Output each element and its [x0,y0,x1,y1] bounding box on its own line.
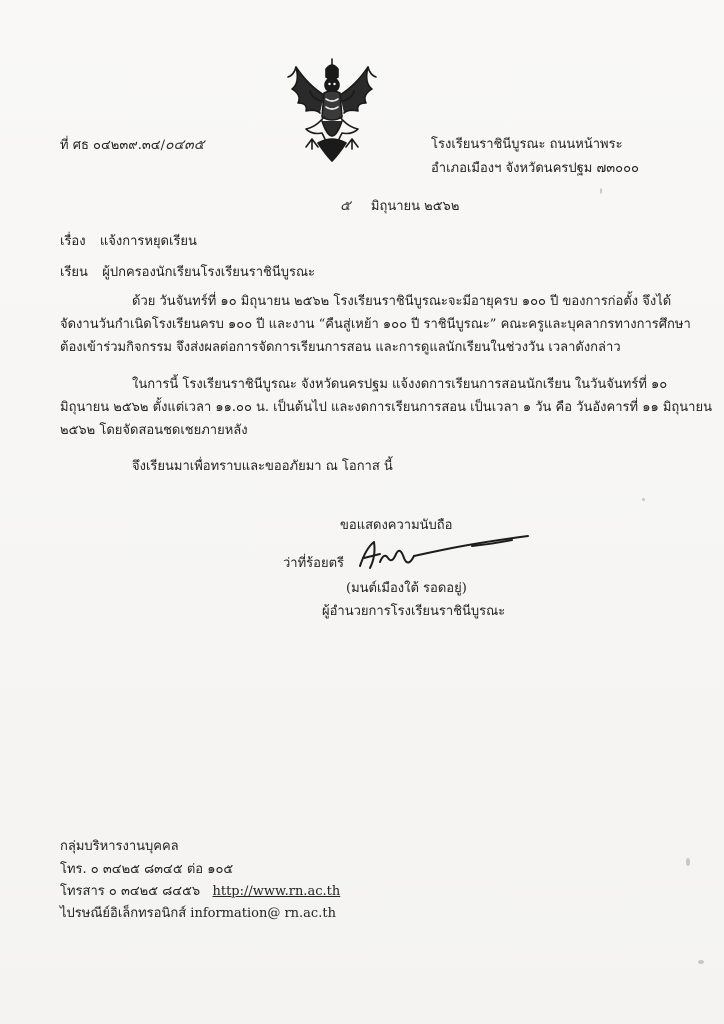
body-paragraph-1 [60,290,691,359]
signature-icon [352,528,532,578]
garuda-emblem-icon [282,55,382,165]
reference-number [60,136,204,155]
reference-label: ที่ ศธ ๐๔๒๓๙.๓๔/ [60,138,166,153]
signer-name: (มนต์เมืองใต้ รอดอยู่) [346,581,467,596]
footer-department: กลุ่มบริหารงานบุคคล [60,839,179,854]
reference-handwritten: ๐๔๓๕ [165,137,205,153]
scan-speck [698,960,704,964]
footer-fax [60,883,340,901]
paragraph-2-line: ในการนี้ โรงเรียนราชินีบูรณะ จังหวัดนครปฐม แจ้งงดการเรียนการสอนนักเรียน ในวันจันทร์ที่ ๑๐ [132,377,668,392]
scan-speck [686,858,690,866]
date-month-year: มิถุนายน ๒๕๖๒ [370,199,460,214]
body-paragraph-2 [60,373,712,442]
paragraph-1-line: ต้องเข้าร่วมกิจกรรม จึงส่งผลต่อการจัดการเรียนการสอน และการดูแลนักเรียนในช่วงวัน เวลาดังกล่าว [60,340,621,355]
footer-phone: โทร. ๐ ๓๔๒๕ ๘๓๔๕ ต่อ ๑๐๕ [60,862,234,877]
fax-number: โทรสาร ๐ ๓๔๒๕ ๘๔๕๖ [60,884,201,899]
acting-rank: ว่าที่ร้อยตรี [283,556,345,571]
signer-title: ผู้อำนวยการโรงเรียนราชินีบูรณะ [322,604,506,619]
body-paragraph-3: จึงเรียนมาเพื่อทราบและขออภัยมา ณ โอกาส นี้ [132,459,393,474]
recipient-line [60,264,315,282]
paragraph-2-line: มิถุนายน ๒๕๖๒ ตั้งแต่เวลา ๑๑.๐๐ น. เป็นต้นไป และงดการเรียนการสอน เป็นเวลา ๑ วัน คือ วันอังคารที่ ๑๑ มิถุนายน [60,400,712,415]
paragraph-1-line: จัดงานวันกำเนิดโรงเรียนครบ ๑๐๐ ปี และงาน “คืนสู่เหย้า ๑๐๐ ปี ราชินีบูรณะ” คณะครูและบุคลากรทางการศึกษา [60,317,691,332]
scan-speck [642,498,645,501]
school-address-line1: โรงเรียนราชินีบูรณะ ถนนหน้าพระ [431,137,623,152]
school-address-line2: อำเภอเมืองฯ จังหวัดนครปฐม ๗๓๐๐๐ [431,161,639,176]
recipient-text: ผู้ปกครองนักเรียนโรงเรียนราชินีบูรณะ [102,265,315,280]
letter-date [340,197,459,216]
closing-regards: ขอแสดงความนับถือ [340,518,453,533]
footer-email: ไปรษณีย์อิเล็กทรอนิกส์ information@ rn.ac.th [60,906,336,921]
date-day-handwritten: ๕ [340,198,351,214]
subject-line [60,233,197,251]
recipient-label: เรียน [60,265,88,280]
website-link[interactable]: http://www.rn.ac.th [212,884,341,899]
paragraph-2-line: ๒๕๖๒ โดยจัดสอนชดเชยภายหลัง [60,423,248,438]
subject-label: เรื่อง [60,234,86,249]
scan-speck [600,188,602,194]
subject-text: แจ้งการหยุดเรียน [99,234,197,249]
paragraph-1-line: ด้วย วันจันทร์ที่ ๑๐ มิถุนายน ๒๕๖๒ โรงเรียนราชินีบูรณะจะมีอายุครบ ๑๐๐ ปี ของการก่อตั้ง จึงได้ [132,294,672,309]
